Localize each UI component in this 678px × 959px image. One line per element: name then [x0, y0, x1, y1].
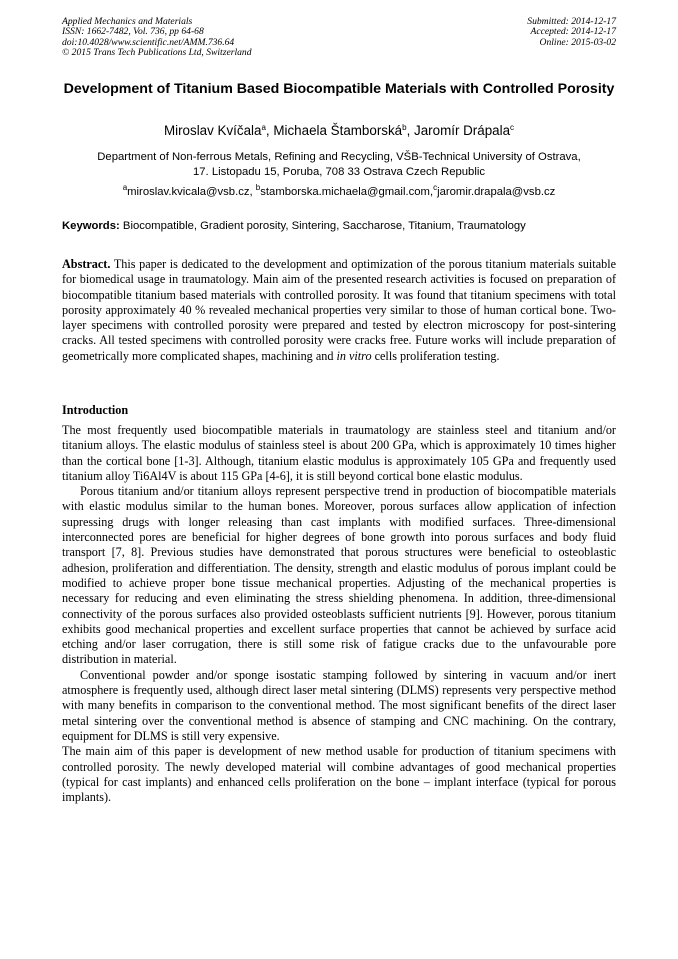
keywords-text: Biocompatible, Gradient porosity, Sintering, Saccharose, Titanium, Traumatology — [122, 220, 526, 232]
author-name: Miroslav Kvíčala — [163, 123, 262, 138]
abstract — [62, 257, 616, 364]
keywords-label: Keywords: — [62, 220, 120, 232]
author-separator: , — [406, 123, 415, 138]
affiliation-line: 17. Listopadu 15, Poruba, 708 33 Ostrava Czech Republic — [192, 166, 486, 178]
paragraph: Conventional powder and/or sponge isostatic stamping followed by sintering in vacuum and/or inert atmosphere is frequently used, although direct laser metal sintering (DLMS) represents very perspective method with many benefits in comparison to the conventional method. The most significant benefits of the direct laser metal sintering over the conventional method is absence of stamping and CNC machining. On the contrary, equipment for DLMS is still very expensive. — [62, 667, 616, 743]
email-link[interactable]: miroslav.kvicala@vsb.cz — [127, 186, 250, 198]
abstract-text-end: cells proliferation testing. — [374, 348, 500, 363]
keywords — [62, 219, 616, 234]
section-heading-introduction: Introduction — [62, 403, 129, 417]
abstract-italic-term: in vitro — [336, 348, 372, 363]
paragraph: The main aim of this paper is development of new method usable for production of titanium specimens with controlled porosity. The newly developed material will combine advantages of good mechanical properties (typical for cast implants) and enhanced cells proliferation on the bone – implant interface (typical for porous implants). — [62, 744, 616, 805]
affiliation-line: Department of Non-ferrous Metals, Refining and Recycling, VŠB-Technical University of Ostrava, — [97, 151, 581, 163]
doi-line[interactable]: doi:10.4028/www.scientific.net/AMM.736.64 — [62, 36, 235, 48]
abstract-label: Abstract. — [62, 257, 111, 271]
dates-header — [527, 17, 616, 48]
author-affil-mark: a — [261, 123, 266, 132]
paragraph: The most frequently used biocompatible materials in traumatology are stainless steel and titanium and/or titanium alloys. The elastic modulus of stainless steel is about 200 GPa, which is approximately 10 times higher than the cortical bone [1-3]. Although, titanium elastic modulus is approximately 105 GPa and frequently used titanium alloy Ti6Al4V is about 115 GPa [4-6], it is still beyond cortical bone elastic modulus. — [62, 423, 616, 483]
author-affil-mark: c — [510, 123, 515, 132]
online-date: Online: 2015-03-02 — [539, 36, 616, 48]
email-mark: b — [255, 183, 261, 192]
affiliation — [62, 150, 616, 180]
email-list — [62, 185, 616, 200]
issn-line: ISSN: 1662-7482, Vol. 736, pp 64-68 — [62, 26, 204, 38]
submitted-date: Submitted: 2014-12-17 — [527, 16, 616, 27]
introduction-body — [62, 423, 616, 805]
abstract-text: This paper is dedicated to the development and optimization of the porous titanium materials suitable for biomedical usage in traumatology. Main aim of the presented research activities is focused on preparation of biocompatible titanium based materials with controlled porosity. It was found that titanium specimens with total porosity approximately 40 % revealed mechanical properties very similar to those of human cortical bone. Two-layer specimens with controlled porosity were prepared and tested by electron microscopy for post-sintering cracks. All tested specimens with controlled porosity were cracks free. Future works will include preparation of geometrically more complicated shapes, machining and — [62, 257, 616, 363]
email-mark: a — [122, 183, 128, 192]
email-separator: , — [249, 186, 256, 198]
copyright-line: © 2015 Trans Tech Publications Ltd, Switzerland — [62, 47, 252, 59]
email-link[interactable]: stamborska.michaela@gmail.com — [260, 186, 430, 198]
journal-header — [62, 17, 252, 59]
author-name: Jaromír Drápala — [414, 123, 511, 138]
author-affil-mark: b — [402, 123, 407, 132]
author-list — [62, 122, 616, 140]
email-mark: c — [433, 183, 438, 192]
paper-title: Development of Titanium Based Biocompatible Materials with Controlled Porosity — [63, 81, 615, 97]
email-separator: , — [429, 186, 434, 198]
email-link[interactable]: jaromir.drapala@vsb.cz — [437, 186, 556, 198]
author-separator: , — [265, 123, 274, 138]
accepted-date: Accepted: 2014-12-17 — [530, 26, 616, 38]
paragraph: Porous titanium and/or titanium alloys represent perspective trend in production of biocompatible materials with elastic modulus similar to the human bones. Moreover, porous surfaces allow application of infection supressing drugs with longer releasing than cast implants with modified surfaces. Three-dimensional interconnected pores are beneficial for higher degrees of bone growth into porous surfaces and body fluid transport [7, 8]. Previous studies have demonstrated that porous structures were beneficial to osteoblastic adhesion, proliferation and differentiation. The density, strength and elastic modulus of porous implant could be modified to achieve proper bone tissue mechanical properties. Adjusting of the mechanical properties is necessary for reducing and even eliminating the stress shielding phenomena. In addition, three-dimensional connectivity of the porous surfaces also provided osteoblasts sufficient nutrients [9]. However, porous titanium exhibits good mechanical properties and excellent surface properties that cannot be achieved by surface acid etching and/or laser corrugation, there is still some risk of fatigue cracks due to the unfavourable pore distribution in material. — [62, 484, 616, 667]
author-name: Michaela Štamborská — [273, 123, 403, 138]
journal-name: Applied Mechanics and Materials — [62, 16, 193, 27]
